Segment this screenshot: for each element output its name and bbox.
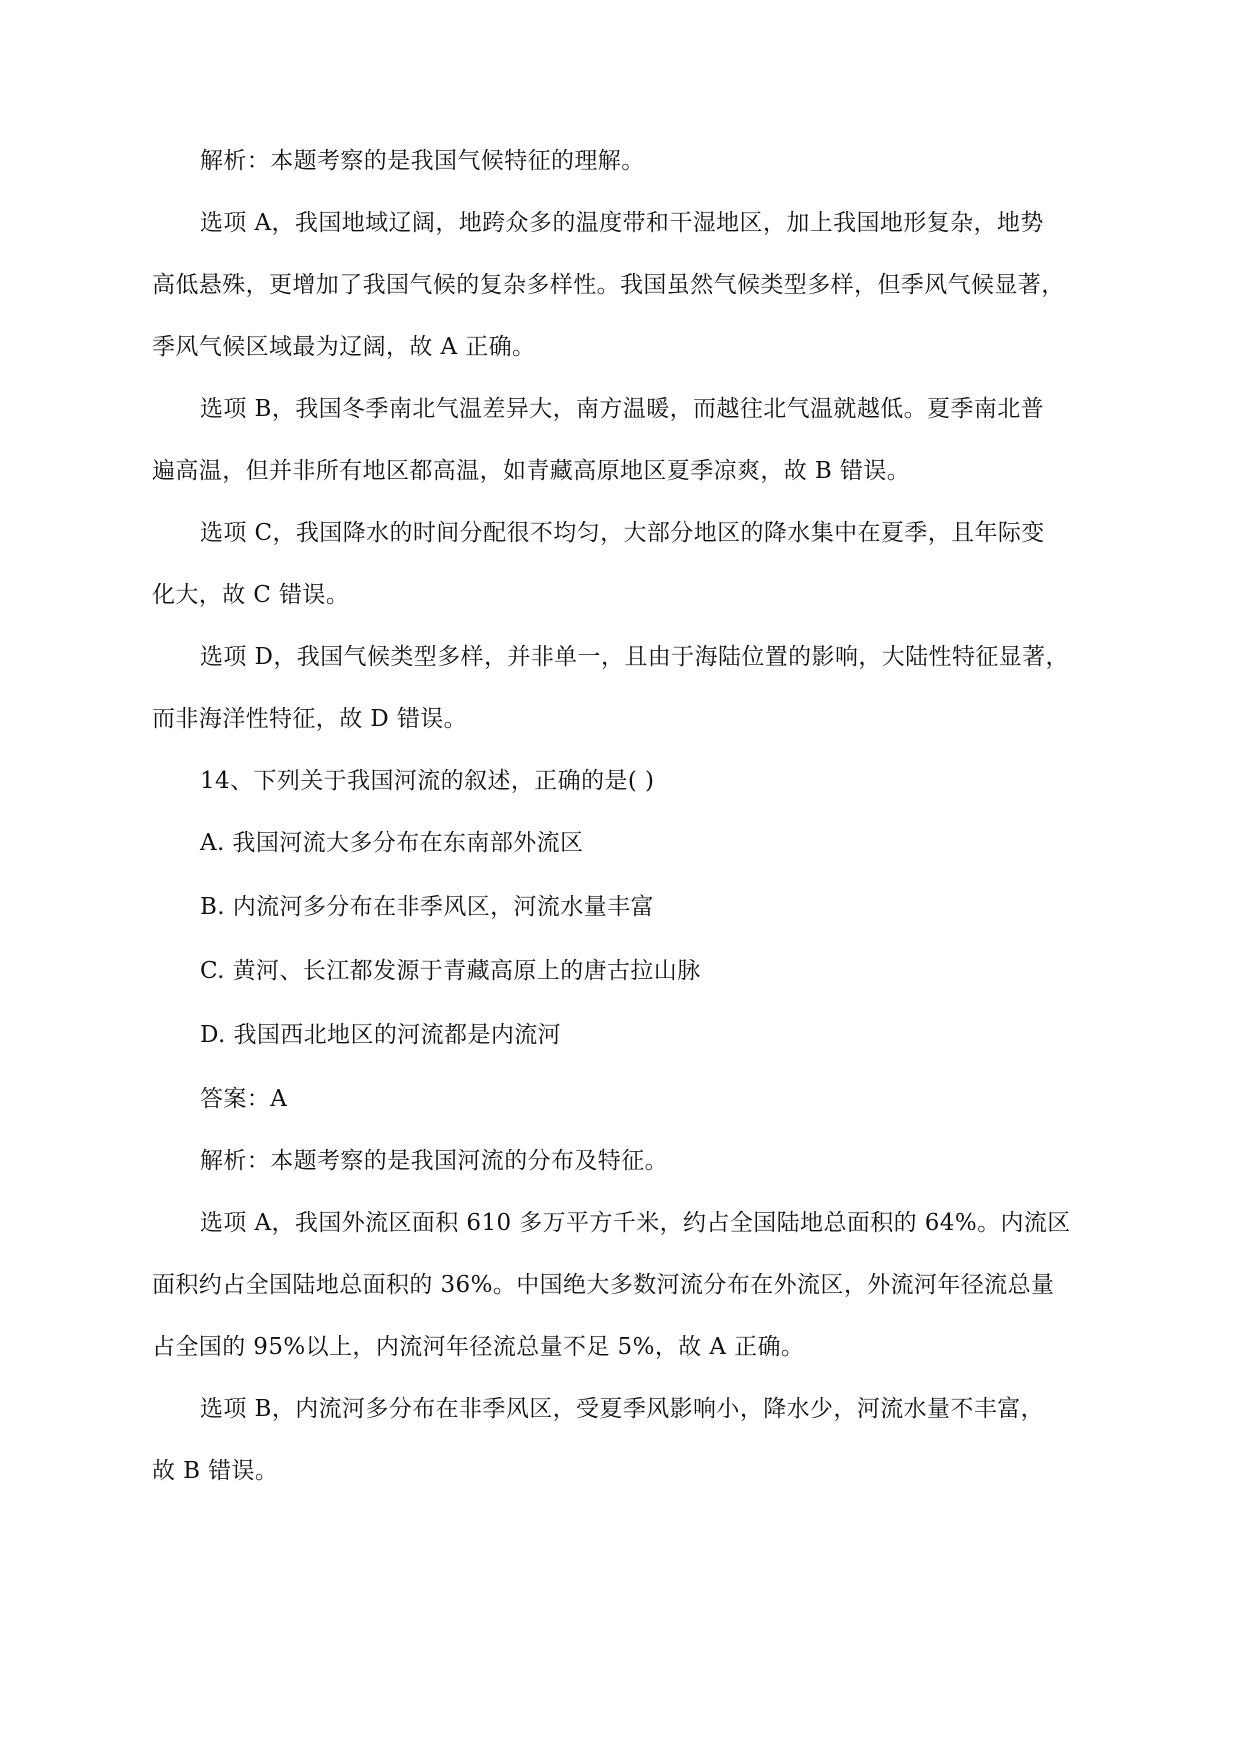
paragraph-line: 选项 D，我国气候类型多样，并非单一，且由于海陆位置的影响，大陆性特征显著， (200, 644, 1069, 670)
q13-analysis-intro-paragraph (152, 145, 1090, 177)
paragraph-line: 解析：本题考察的是我国河流的分布及特征。 (200, 1148, 668, 1174)
q14-analysis-intro-paragraph (152, 1145, 1090, 1177)
answer-text: 答案：A (200, 1086, 288, 1112)
question-14-stem (152, 765, 1090, 797)
q13-option-a-explanation (152, 207, 1090, 363)
question-14-option-a (152, 827, 1090, 859)
question-14-option-b (152, 891, 1090, 923)
q13-option-b-explanation (152, 393, 1090, 487)
paragraph-line: 季风气候区域最为辽阔，故 A 正确。 (152, 334, 536, 360)
paragraph-line: 选项 B，我国冬季南北气温差异大，南方温暖，而越往北气温就越低。夏季南北普 (200, 396, 1045, 422)
paragraph-line: 故 B 错误。 (152, 1458, 279, 1484)
option-text: A. 我国河流大多分布在东南部外流区 (200, 830, 584, 856)
option-text: D. 我国西北地区的河流都是内流河 (200, 1022, 562, 1048)
document-page (152, 145, 1090, 1517)
paragraph-line: 选项 A，我国外流区面积 610 多万平方千米，约占全国陆地总面积的 64%。内流区 (200, 1210, 1071, 1236)
option-text: B. 内流河多分布在非季风区，河流水量丰富 (200, 894, 654, 920)
paragraph-line: 遍高温，但并非所有地区都高温，如青藏高原地区夏季凉爽，故 B 错误。 (152, 458, 911, 484)
q14-option-a-explanation (152, 1207, 1090, 1363)
paragraph-line: 占全国的 95%以上，内流河年径流总量不足 5%，故 A 正确。 (152, 1334, 805, 1360)
paragraph-line: 选项 B，内流河多分布在非季风区，受夏季风影响小，降水少，河流水量不丰富， (200, 1396, 1045, 1422)
question-14-option-d (152, 1019, 1090, 1051)
q13-option-c-explanation (152, 517, 1090, 611)
question-14-answer (152, 1083, 1090, 1115)
paragraph-line: 而非海洋性特征，故 D 错误。 (152, 706, 468, 732)
question-14-option-c (152, 955, 1090, 987)
paragraph-line: 化大，故 C 错误。 (152, 582, 350, 608)
q13-option-d-explanation (152, 641, 1090, 735)
paragraph-line: 面积约占全国陆地总面积的 36%。中国绝大多数河流分布在外流区，外流河年径流总量 (152, 1272, 1055, 1298)
paragraph-line: 选项 A，我国地域辽阔，地跨众多的温度带和干湿地区，加上我国地形复杂，地势 (200, 210, 1044, 236)
option-text: C. 黄河、长江都发源于青藏高原上的唐古拉山脉 (200, 958, 701, 984)
q14-option-b-explanation (152, 1393, 1090, 1487)
paragraph-line: 选项 C，我国降水的时间分配很不均匀，大部分地区的降水集中在夏季，且年际变 (200, 520, 1045, 546)
paragraph-line: 高低悬殊，更增加了我国气候的复杂多样性。我国虽然气候类型多样，但季风气候显著， (152, 272, 1065, 298)
question-stem-text: 14、下列关于我国河流的叙述，正确的是( ) (200, 768, 655, 794)
paragraph-line: 解析：本题考察的是我国气候特征的理解。 (200, 148, 645, 174)
